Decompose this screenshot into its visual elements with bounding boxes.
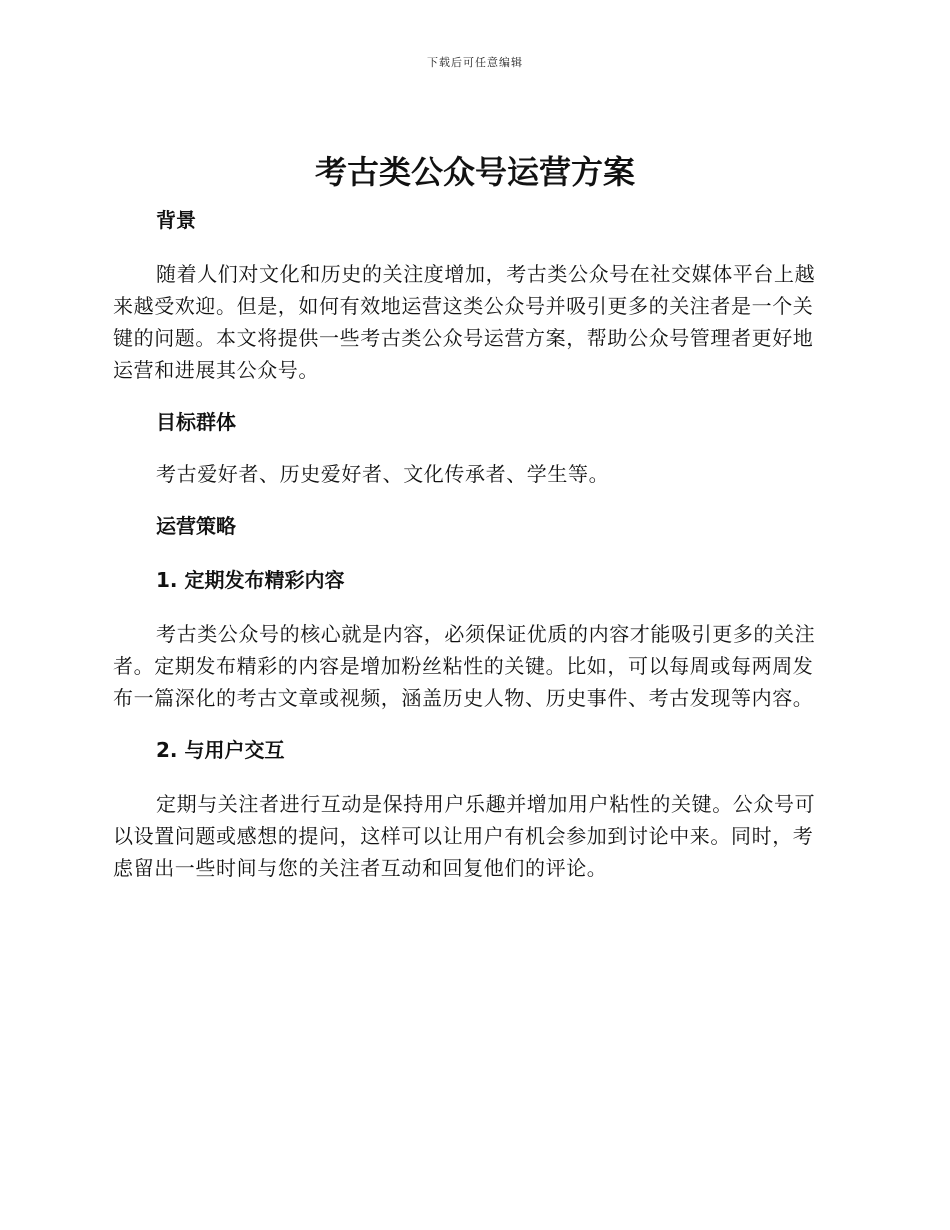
document-body: [113, 204, 833, 884]
section-heading-strategy: 运营策略: [156, 514, 236, 538]
paragraph-strategy-2: 定期与关注者进行互动是保持用户乐趣并增加用户粘性的关键。公众号可以设置问题或感想的提问，这样可以让用户有机会参加到讨论中来。同时，考虑留出一些时间与您的关注者互动和回复他们的评论。: [113, 792, 816, 880]
header-note: 下载后可任意编辑: [427, 56, 523, 69]
paragraph-target: 考古爱好者、历史爱好者、文化传承者、学生等。: [156, 462, 610, 486]
document-title: 考古类公众号运营方案: [314, 153, 635, 191]
section-heading-target: 目标群体: [156, 410, 236, 434]
paragraph-strategy-1: 考古类公众号的核心就是内容，必须保证优质的内容才能吸引更多的关注者。定期发布精彩的内容是增加粉丝粘性的关键。比如，可以每周或每两周发布一篇深化的考古文章或视频，涵盖历史人物、历史事件、考古发现等内容。: [113, 622, 816, 710]
section-heading-background: 背景: [156, 208, 196, 232]
paragraph-background: 随着人们对文化和历史的关注度增加，考古类公众号在社交媒体平台上越来越受欢迎。但是，如何有效地运营这类公众号并吸引更多的关注者是一个关键的问题。本文将提供一些考古类公众号运营方案，帮助公众号管理者更好地运营和进展其公众号。: [113, 262, 816, 382]
subheading-strategy-2: 2. 与用户交互: [156, 738, 285, 762]
subheading-strategy-1: 1. 定期发布精彩内容: [156, 568, 345, 592]
